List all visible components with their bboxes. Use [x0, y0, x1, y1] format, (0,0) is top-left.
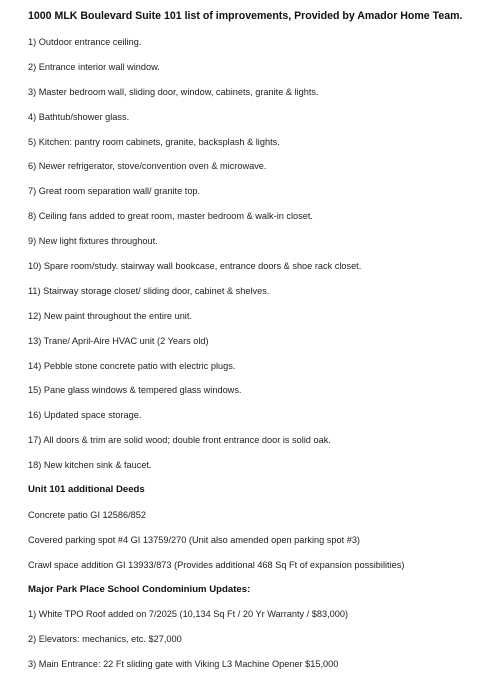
list-item: 1) White TPO Roof added on 7/2025 (10,134 Sq Ft / 20 Yr Warranty / $83,000): [28, 609, 349, 620]
deeds-list: [28, 509, 470, 571]
list-item: Crawl space addition GI 13933/873 (Provides additional 468 Sq Ft of expansion possibilities): [28, 559, 405, 570]
updates-heading: Major Park Place School Condominium Updates:: [28, 583, 251, 595]
list-item: 3) Master bedroom wall, sliding door, window, cabinets, granite & lights.: [28, 86, 319, 97]
list-item: Covered parking spot #4 GI 13759/270 (Unit also amended open parking spot #3): [28, 534, 360, 545]
list-item: 9) New light fixtures throughout.: [28, 236, 158, 247]
list-item: 10) Spare room/study. stairway wall bookcase, entrance doors & shoe rack closet.: [28, 261, 362, 272]
list-item: 17) All doors & trim are solid wood; double front entrance door is solid oak.: [28, 435, 331, 446]
list-item: 11) Stairway storage closet/ sliding door, cabinet & shelves.: [28, 285, 270, 296]
list-item: Concrete patio GI 12586/852: [28, 509, 146, 520]
list-item: 5) Kitchen: pantry room cabinets, granite, backsplash & lights.: [28, 136, 280, 147]
list-item: 18) New kitchen sink & faucet.: [28, 460, 152, 471]
list-item: 2) Entrance interior wall window.: [28, 61, 160, 72]
list-item: 13) Trane/ April-Aire HVAC unit (2 Years old): [28, 335, 209, 346]
list-item: 3) Main Entrance: 22 Ft sliding gate with Viking L3 Machine Opener $15,000: [28, 659, 339, 670]
list-item: 7) Great room separation wall/ granite top.: [28, 186, 201, 197]
updates-list: [28, 608, 470, 670]
list-item: 4) Bathtub/shower glass.: [28, 111, 130, 122]
document-title: 1000 MLK Boulevard Suite 101 list of improvements, Provided by Amador Home Team.: [28, 10, 463, 22]
list-item: 14) Pebble stone concrete patio with electric plugs.: [28, 360, 236, 371]
list-item: 2) Elevators: mechanics, etc. $27,000: [28, 634, 182, 645]
list-item: 1) Outdoor entrance ceiling.: [28, 37, 142, 47]
list-item: 16) Updated space storage.: [28, 410, 142, 421]
list-item: 15) Pane glass windows & tempered glass windows.: [28, 385, 242, 396]
list-item: 6) Newer refrigerator, stove/convention oven & microwave.: [28, 161, 267, 172]
list-item: 12) New paint throughout the entire unit.: [28, 310, 192, 321]
deeds-heading: Unit 101 additional Deeds: [28, 484, 145, 496]
improvements-list: [28, 36, 470, 471]
list-item: 8) Ceiling fans added to great room, master bedroom & walk-in closet.: [28, 211, 313, 222]
